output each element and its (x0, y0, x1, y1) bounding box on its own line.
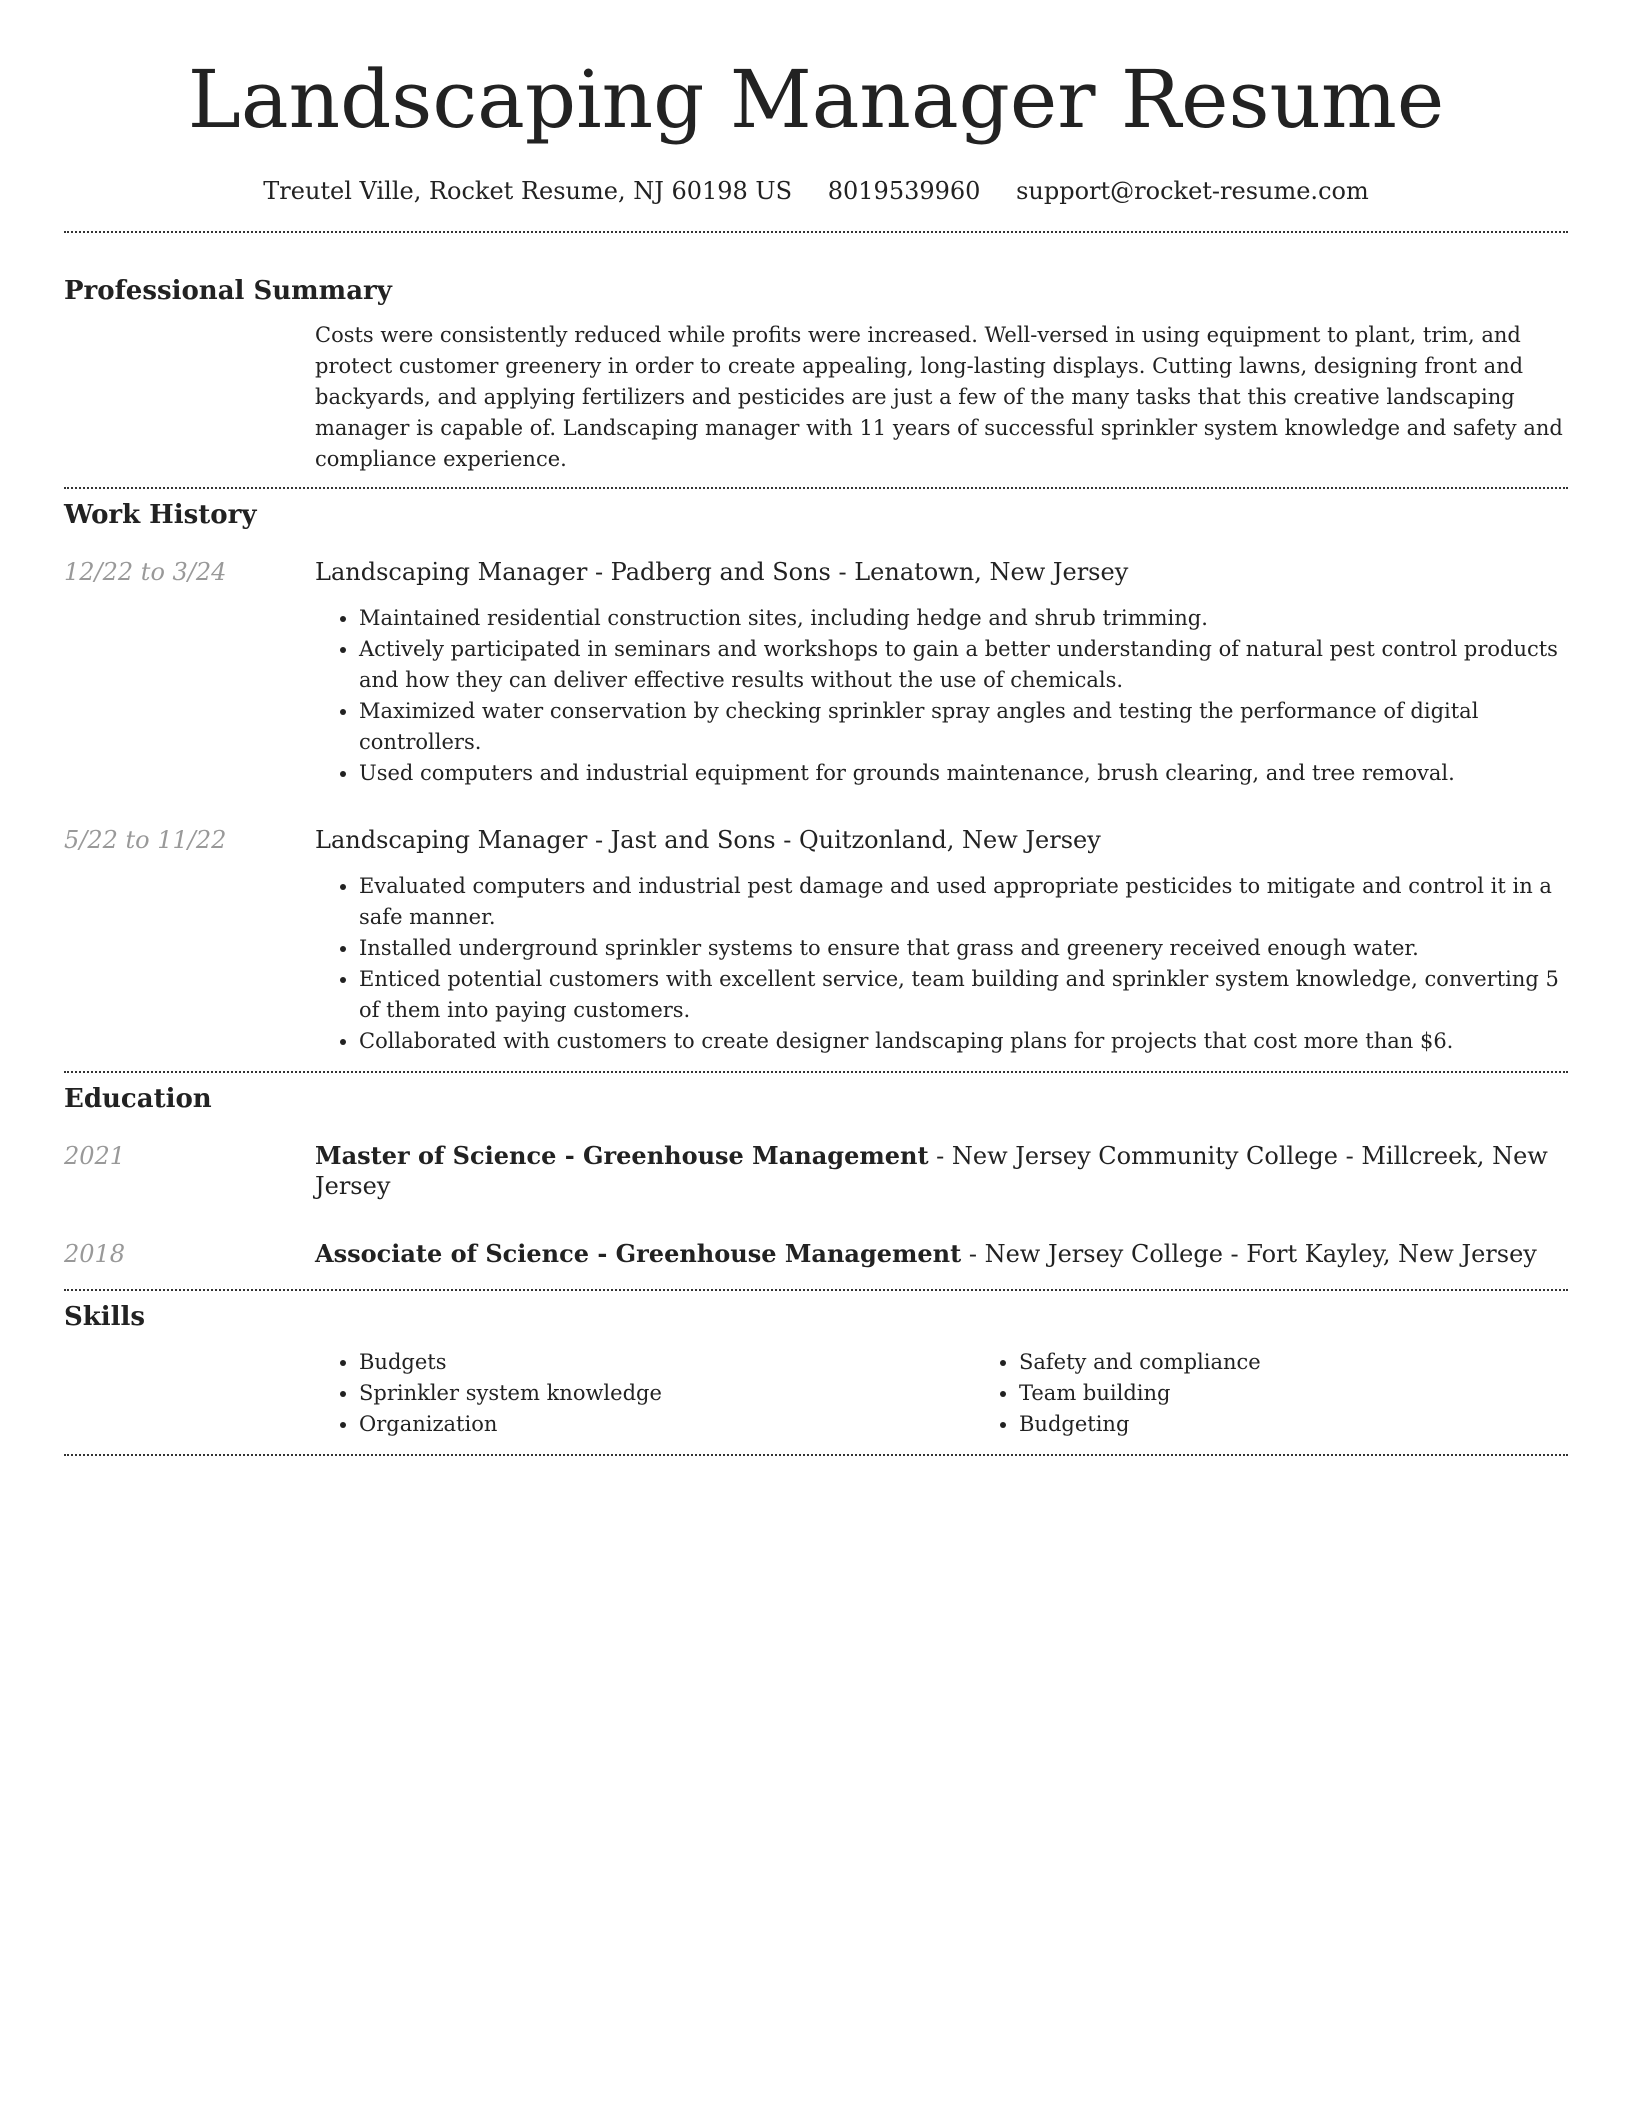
job-dates: 12/22 to 3/24 (64, 558, 227, 586)
contact-info (64, 176, 1568, 206)
job-bullets (315, 871, 1568, 1057)
education-degree: Master of Science - Greenhouse Management (315, 1141, 929, 1170)
education-entry (64, 1239, 1568, 1269)
education-school: - New Jersey Community College - Millcreek, New Jersey (315, 1142, 1548, 1200)
list-item: • Organization (359, 1409, 975, 1440)
summary-left-spacer (64, 320, 315, 475)
skills-columns (315, 1347, 1632, 1440)
divider (64, 1289, 1568, 1291)
list-item: • Maximized water conservation by checking sprinkler spray angles and testing the performance of digital controllers. (359, 696, 1568, 758)
job-dates: 5/22 to 11/22 (64, 826, 227, 854)
list-item: • Installed underground sprinkler systems to ensure that grass and greenery received enough water. (359, 933, 1568, 964)
contact-phone: 8019539960 (827, 177, 981, 205)
job-bullets (315, 603, 1568, 789)
list-item: • Collaborated with customers to create designer landscaping plans for projects that cost more than $6. (359, 1026, 1568, 1057)
skills-section (64, 1301, 1568, 1440)
job-title: Landscaping Manager - Padberg and Sons - Lenatown, New Jersey (315, 558, 1129, 586)
education-heading: Education (64, 1084, 212, 1114)
summary-heading: Professional Summary (64, 276, 392, 306)
job-details (315, 557, 1568, 789)
list-item: • Used computers and industrial equipment for grounds maintenance, brush clearing, and tree removal. (359, 758, 1568, 789)
list-item: • Budgets (359, 1347, 975, 1378)
job-title: Landscaping Manager - Jast and Sons - Quitzonland, New Jersey (315, 826, 1101, 854)
education-details (315, 1141, 1568, 1201)
education-year: 2018 (64, 1240, 126, 1268)
job-entry (64, 557, 1568, 789)
divider (64, 1071, 1568, 1073)
education-entry (64, 1141, 1568, 1201)
divider (64, 1454, 1568, 1456)
divider (64, 487, 1568, 489)
list-item: • Maintained residential construction sites, including hedge and shrub trimming. (359, 603, 1568, 634)
summary-row (64, 320, 1568, 475)
list-item: • Actively participated in seminars and workshops to gain a better understanding of natural pest control products and how they can deliver effective results without the use of chemicals. (359, 634, 1568, 696)
list-item: • Team building (1019, 1378, 1632, 1409)
education-school: - New Jersey College - Fort Kayley, New Jersey (961, 1240, 1537, 1268)
skills-column-1 (315, 1347, 975, 1440)
education-section (64, 1083, 1568, 1269)
job-details (315, 825, 1568, 1057)
contact-address: Treutel Ville, Rocket Resume, NJ 60198 US (263, 177, 793, 205)
divider (64, 231, 1568, 233)
skills-heading: Skills (64, 1302, 146, 1332)
skills-column-2 (975, 1347, 1632, 1440)
skills-left-spacer (64, 1347, 315, 1440)
work-history-section (64, 499, 1568, 1057)
list-item: • Safety and compliance (1019, 1347, 1632, 1378)
work-history-heading: Work History (64, 500, 257, 530)
contact-email: support@rocket-resume.com (1016, 177, 1369, 205)
summary-section (64, 275, 1568, 475)
job-entry (64, 825, 1568, 1057)
education-degree: Associate of Science - Greenhouse Management (315, 1239, 962, 1268)
skills-row (64, 1347, 1568, 1440)
list-item: • Evaluated computers and industrial pest damage and used appropriate pesticides to mitigate and control it in a safe manner. (359, 871, 1568, 933)
education-details (315, 1239, 1568, 1269)
summary-text: Costs were consistently reduced while profits were increased. Well-versed in using equipment to plant, trim, and protect customer greenery in order to create appealing, long-lasting displays. Cutting lawns, designing front and backyards, and applying fertilizers and pesticides are just a few of the many tasks that this creative landscaping manager is capable of. Landscaping manager with 11 years of successful sprinkler system knowledge and safety and compliance experience. (315, 323, 1563, 471)
list-item: • Budgeting (1019, 1409, 1632, 1440)
list-item: • Sprinkler system knowledge (359, 1378, 975, 1409)
education-year: 2021 (64, 1142, 126, 1170)
page-title: Landscaping Manager Resume (187, 53, 1445, 146)
list-item: • Enticed potential customers with excellent service, team building and sprinkler system knowledge, converting 5 of them into paying customers. (359, 964, 1568, 1026)
